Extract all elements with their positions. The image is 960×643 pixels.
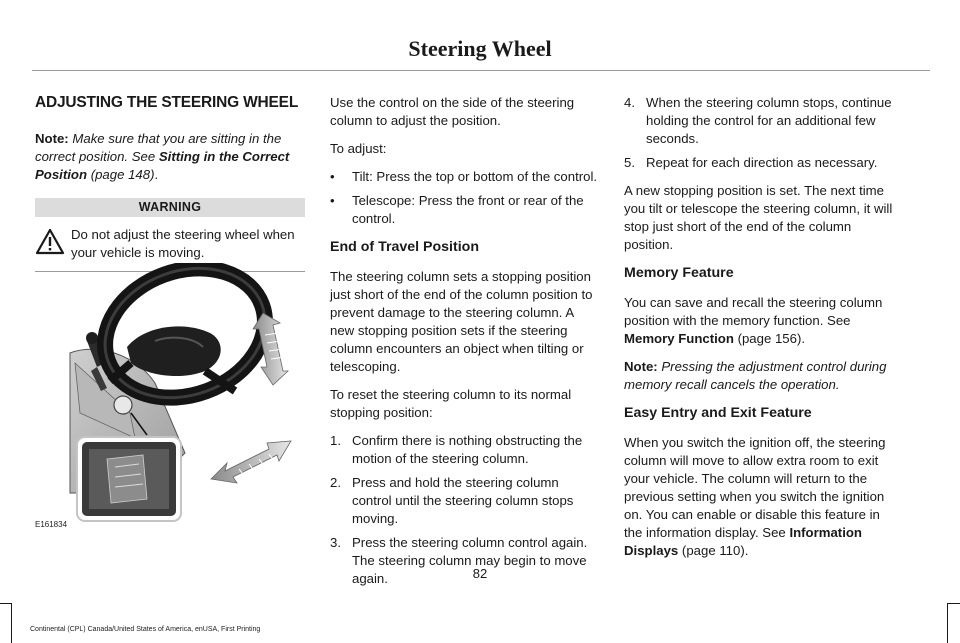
easy-entry-heading: Easy Entry and Exit Feature (624, 405, 812, 421)
reset-steps-list-continued (624, 94, 896, 172)
reset-steps-list (330, 432, 600, 588)
note-text: Pressing the adjustment control during memory recall cancels the operation. (624, 359, 887, 392)
bullet-marker: • (330, 193, 335, 208)
list-item (330, 432, 600, 468)
note-period: . (154, 167, 159, 182)
step-number: 5. (624, 155, 635, 170)
step-text: Press and hold the steering column control until the steering column stops moving. (352, 475, 574, 526)
column-left (35, 94, 305, 272)
memory-feature-heading: Memory Feature (624, 265, 734, 281)
end-of-travel-heading: End of Travel Position (330, 239, 479, 255)
note-text: Make sure that you are sitting in the correct position. See (35, 131, 282, 164)
steering-wheel-figure (35, 263, 305, 531)
bullet-marker: • (330, 169, 335, 184)
step-number: 1. (330, 433, 341, 448)
page-title: Steering Wheel (408, 36, 552, 61)
memory-paragraph (624, 294, 896, 348)
list-item (330, 192, 600, 228)
crop-mark (947, 603, 948, 643)
list-item-text: Tilt: Press the top or bottom of the control. (352, 169, 598, 184)
memory-text: You can save and recall the steering column position with the memory function. See (624, 295, 883, 328)
steering-wheel-illustration (35, 263, 305, 531)
header-divider (32, 70, 930, 71)
list-item (624, 94, 896, 148)
warning-banner: WARNING (35, 198, 305, 217)
list-item (330, 474, 600, 528)
section-heading: ADJUSTING THE STEERING WHEEL (35, 94, 299, 111)
to-adjust-label: To adjust: (330, 141, 387, 156)
step-number: 2. (330, 475, 341, 490)
note-label: Note: (35, 131, 69, 146)
note-page-ref: (page 148) (90, 167, 155, 182)
note-paragraph (35, 130, 305, 184)
memory-note (624, 358, 896, 394)
crop-mark (0, 603, 12, 604)
memory-function-link[interactable]: Memory Function (624, 331, 734, 346)
reset-intro-paragraph: To reset the steering column to its normal stopping position: (330, 387, 572, 420)
list-item (330, 168, 600, 186)
step-text: Repeat for each direction as necessary. (646, 155, 878, 170)
information-displays-link[interactable]: Information Displays (624, 525, 862, 558)
crop-mark (947, 603, 960, 604)
list-item-text: Telescope: Press the front or rear of the control. (352, 193, 584, 226)
step-number: 3. (330, 535, 341, 550)
warning-triangle-icon (35, 228, 65, 255)
column-middle (330, 94, 600, 598)
easy-entry-page-ref: (page 110). (681, 543, 749, 558)
crop-mark (11, 603, 12, 643)
list-item (624, 154, 896, 172)
page-number: 82 (472, 566, 488, 581)
end-of-travel-paragraph: The steering column sets a stopping position just short of the end of the column position to prevent damage to the steering column. A new stopping position sets if the steering column encounters an object when tilting or telescoping. (330, 269, 593, 374)
warning-text: Do not adjust the steering wheel when your vehicle is moving. (71, 227, 295, 260)
figure-id: E161834 (35, 520, 68, 529)
column-right (624, 94, 896, 570)
note-label: Note: (624, 359, 658, 374)
note-reference-link[interactable]: Sitting in the Correct Position (35, 149, 290, 182)
step-text: When the steering column stops, continue holding the control for an additional few seconds. (646, 95, 892, 146)
easy-entry-text: When you switch the ignition off, the steering column will move to allow extra room to exit your vehicle. The column will return to the previous setting when you switch the ignition on. You can enable or disable this feature in the information display. See (624, 435, 886, 540)
step-text: Confirm there is nothing obstructing the motion of the steering column. (352, 433, 583, 466)
telescope-arrow-icon (211, 441, 291, 483)
new-stop-paragraph: A new stopping position is set. The next time you tilt or telescope the steering column, it will stop just short of the end of the column position. (624, 183, 893, 252)
memory-page-ref: (page 156). (737, 331, 806, 346)
printing-info: Continental (CPL) Canada/United States of America, enUSA, First Printing (30, 626, 261, 633)
adjust-list (330, 168, 600, 228)
step-number: 4. (624, 95, 635, 110)
easy-entry-paragraph (624, 434, 896, 560)
intro-paragraph: Use the control on the side of the steering column to adjust the position. (330, 95, 575, 128)
step-text: Press the steering column control again. The steering column may begin to move again. (352, 535, 588, 586)
